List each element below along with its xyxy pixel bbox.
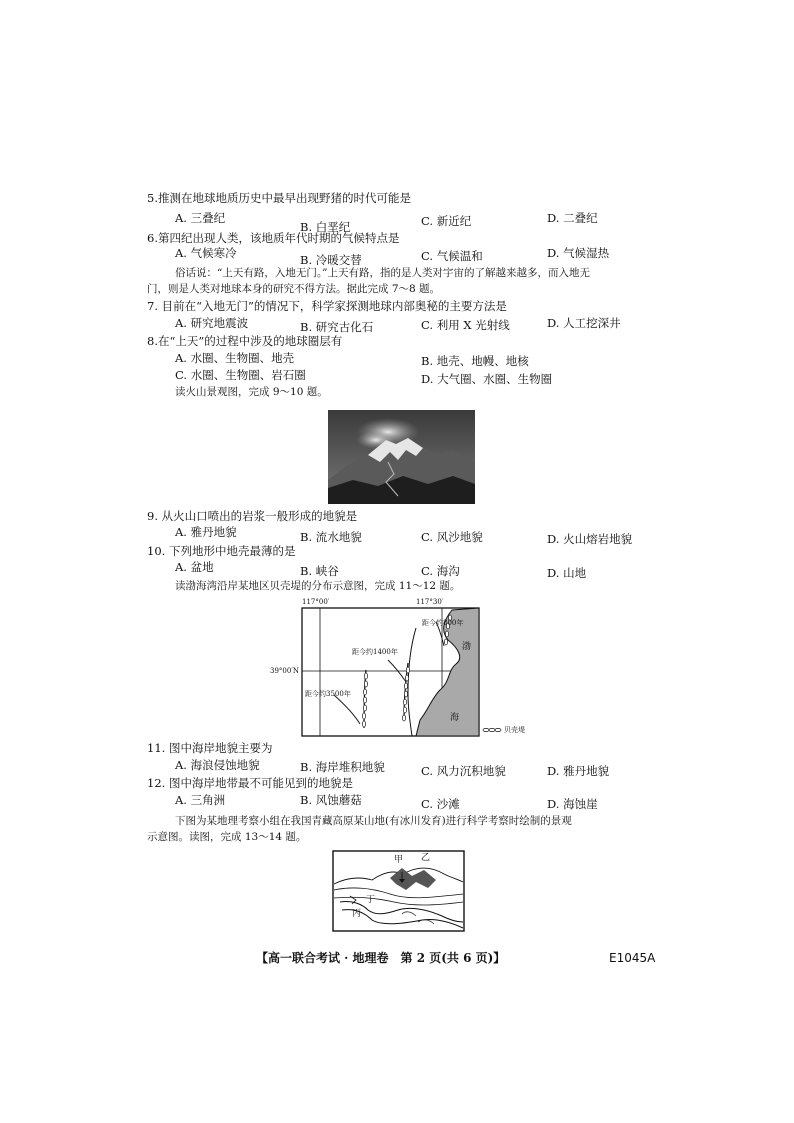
q7-option-b: B. 研究古化石 xyxy=(300,320,374,334)
q9-stem: 9. 从火山口喷出的岩浆一般形成的地貌是 xyxy=(147,509,358,523)
shell-ridge-map xyxy=(270,598,530,738)
q5-option-a: A. 三叠纪 xyxy=(175,211,226,225)
q5-option-d: D. 二叠纪 xyxy=(547,211,598,225)
q12-option-b: B. 风蚀蘑菇 xyxy=(300,793,362,807)
q12-stem: 12. 图中海岸地带最不可能见到的地貌是 xyxy=(147,776,353,790)
map-lon-117-30: 117°30′ xyxy=(416,598,444,606)
q8-stem: 8.在“上天”的过程中涉及的地球圈层有 xyxy=(147,334,343,348)
q10-stem: 10. 下列地形中地壳最薄的是 xyxy=(147,544,296,558)
q11-option-d: D. 雅丹地貌 xyxy=(547,764,610,778)
map-label-3500: 距今约3500年 xyxy=(305,690,351,698)
map-label-800: 距今约800年 xyxy=(422,619,464,627)
q7-option-c: C. 利用 X 光射线 xyxy=(421,318,510,332)
q6-option-d: D. 气候湿热 xyxy=(547,246,610,260)
q9-option-d: D. 火山熔岩地貌 xyxy=(547,532,633,546)
q8-option-d: D. 大气圈、水圈、生物圈 xyxy=(421,372,553,386)
q10-option-c: C. 海沟 xyxy=(421,564,460,578)
q12-option-a: A. 三角洲 xyxy=(175,793,226,807)
passage-13-14-line2: 示意图。读图，完成 13～14 题。 xyxy=(147,831,307,843)
volcano-photo xyxy=(328,410,475,504)
glacier-mountain-sketch xyxy=(332,850,465,932)
q7-option-d: D. 人工挖深井 xyxy=(547,316,621,330)
q8-option-c: C. 水圈、生物圈、岩石圈 xyxy=(175,368,306,382)
q6-stem: 6.第四纪出现人类，该地质年代时期的气候特点是 xyxy=(147,231,400,245)
page-footer-code: E1045A xyxy=(609,951,656,965)
sketch-label-ding: 丁 xyxy=(366,895,376,905)
q6-option-a: A. 气候寒冷 xyxy=(175,246,237,260)
q11-option-b: B. 海岸堆积地貌 xyxy=(300,760,385,774)
q10-option-d: D. 山地 xyxy=(547,566,587,580)
sketch-label-bing: 丙 xyxy=(352,909,362,919)
q9-option-a: A. 雅丹地貌 xyxy=(175,525,237,539)
q5-stem: 5.推测在地球地质历史中最早出现野猪的时代可能是 xyxy=(147,191,411,205)
sketch-label-yi: 乙 xyxy=(421,853,431,863)
q7-option-a: A. 研究地震波 xyxy=(175,316,249,330)
q7-stem: 7. 目前在“入地无门”的情况下，科学家探测地球内部奥秘的主要方法是 xyxy=(147,299,507,313)
sketch-label-jia: 甲 xyxy=(394,855,404,865)
q5-option-b: B. 白垩纪 xyxy=(300,220,351,234)
intro-11-12: 读渤海湾沿岸某地区贝壳堤的分布示意图，完成 11～12 题。 xyxy=(175,580,461,592)
map-sea-label-bottom: 海 xyxy=(450,713,460,723)
passage-13-14-line1: 下图为某地理考察小组在我国青藏高原某山地(有冰川发育)进行科学考察时绘制的景观 xyxy=(175,815,572,827)
q10-option-b: B. 峡谷 xyxy=(300,564,339,578)
map-lon-117-00: 117°00′ xyxy=(302,598,330,606)
q5-option-c: C. 新近纪 xyxy=(421,214,472,228)
q12-option-c: C. 沙滩 xyxy=(421,797,460,811)
q9-option-b: B. 流水地貌 xyxy=(300,530,362,544)
q11-stem: 11. 图中海岸地貌主要为 xyxy=(147,741,273,755)
map-sea-label-top: 渤 xyxy=(462,642,472,652)
passage-7-8-line2: 门，则是人类对地球本身的研究不得方法。据此完成 7～8 题。 xyxy=(147,283,441,295)
map-label-1400: 距今约1400年 xyxy=(352,648,398,656)
map-legend-label: 贝壳堤 xyxy=(504,726,525,734)
intro-9-10: 读火山景观图，完成 9～10 题。 xyxy=(175,386,328,398)
page-footer-title: 【高一联合考试 · 地理卷 第 2 页(共 6 页)】 xyxy=(256,951,506,965)
q11-option-a: A. 海浪侵蚀地貌 xyxy=(175,758,260,772)
q9-option-c: C. 风沙地貌 xyxy=(421,530,483,544)
q8-option-a: A. 水圈、生物圈、地壳 xyxy=(175,351,295,365)
passage-7-8-line1: 俗话说：“上天有路，入地无门。”上天有路，指的是人类对宇宙的了解越来越多，而入地无 xyxy=(175,267,590,279)
q6-option-b: B. 冷暖交替 xyxy=(300,253,362,267)
q10-option-a: A. 盆地 xyxy=(175,560,214,574)
q11-option-c: C. 风力沉积地貌 xyxy=(421,764,506,778)
q6-option-c: C. 气候温和 xyxy=(421,249,483,263)
q8-option-b: B. 地壳、地幔、地核 xyxy=(421,354,529,368)
q12-option-d: D. 海蚀崖 xyxy=(547,797,598,811)
map-lat-39-00: 39°00′N xyxy=(270,667,300,675)
